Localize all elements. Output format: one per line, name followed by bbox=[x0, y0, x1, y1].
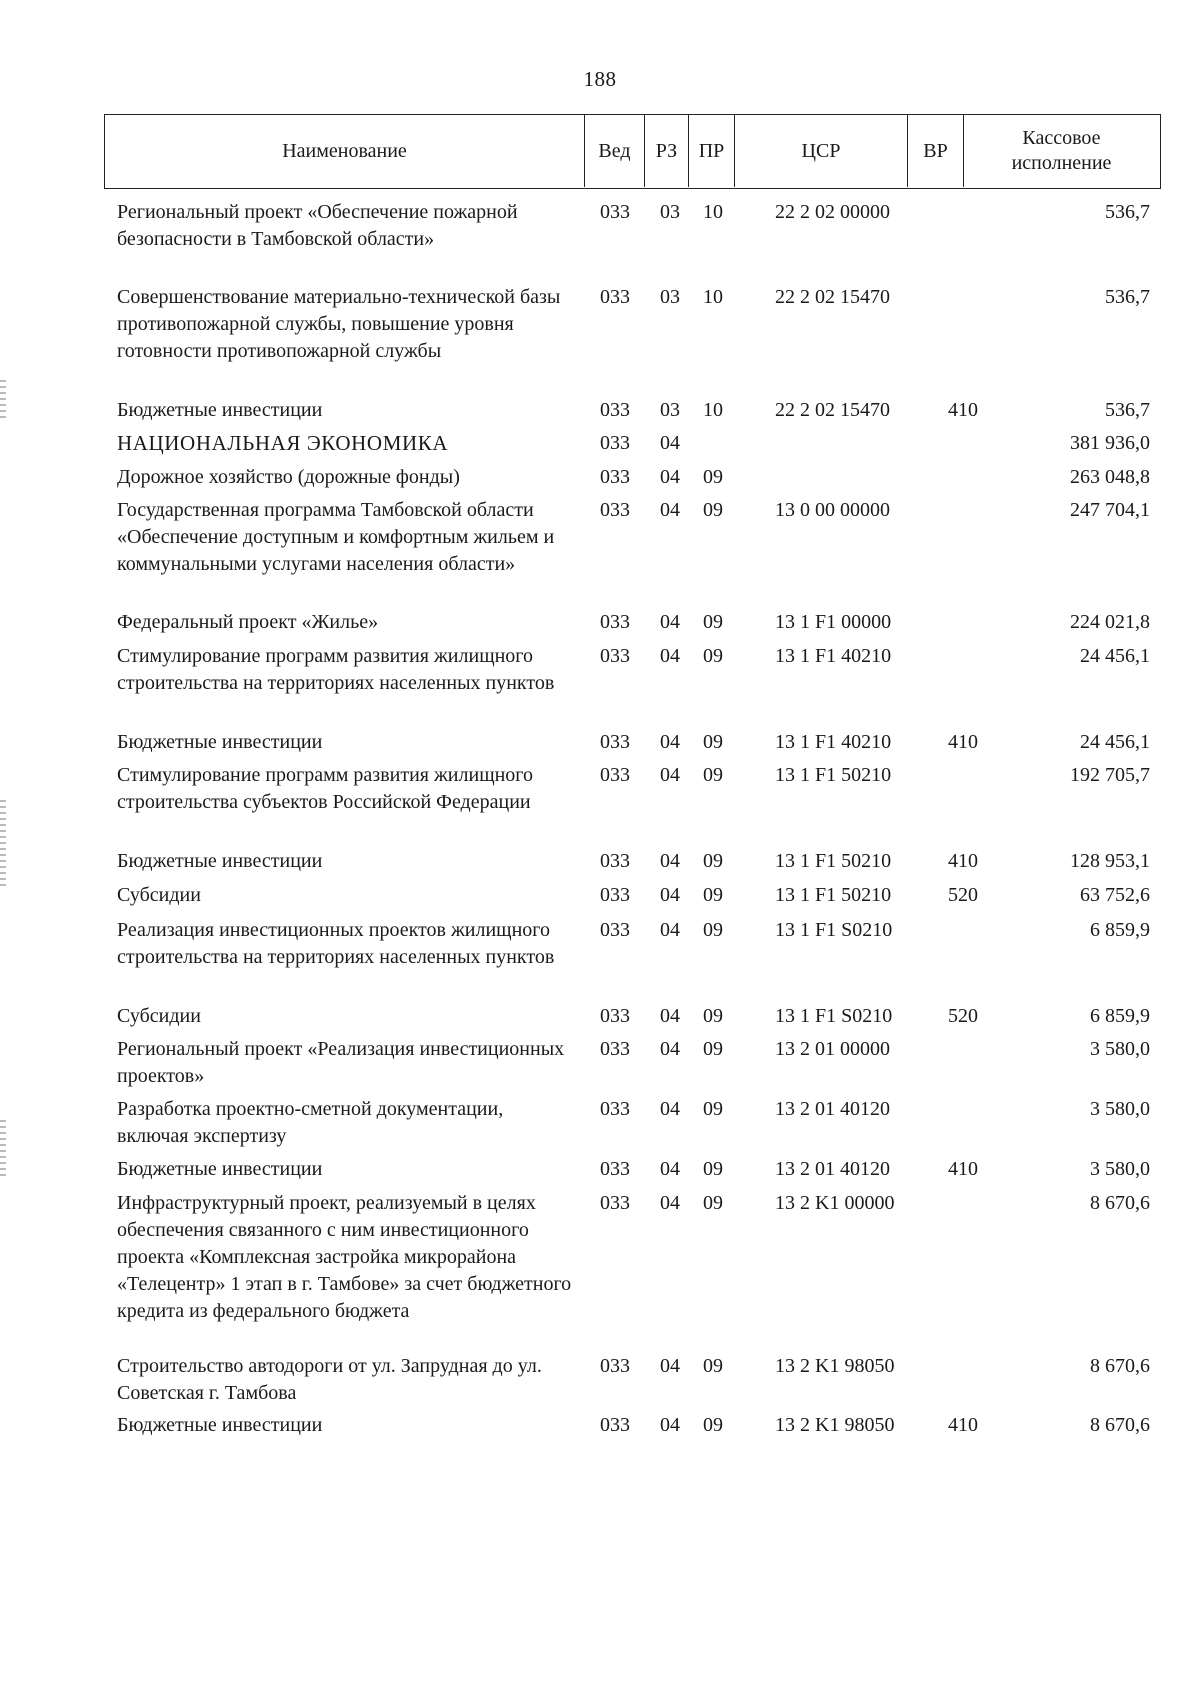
header-vr: ВР bbox=[908, 115, 964, 187]
scan-artifact bbox=[0, 380, 6, 420]
row-rz: 04 bbox=[660, 884, 680, 906]
row-csr: 13 1 F1 40210 bbox=[775, 731, 892, 753]
row-vr: 410 bbox=[948, 731, 978, 753]
row-vr: 520 bbox=[948, 884, 978, 906]
table-header bbox=[104, 114, 1161, 189]
row-name: Бюджетные инвестиции bbox=[117, 731, 323, 753]
row-amount: 24 456,1 bbox=[1080, 645, 1150, 667]
row-name: Дорожное хозяйство (дорожные фонды) bbox=[117, 466, 460, 488]
row-csr: 13 2 01 40120 bbox=[775, 1158, 890, 1180]
row-amount: 24 456,1 bbox=[1080, 731, 1150, 753]
row-pr: 09 bbox=[703, 1355, 723, 1377]
row-rz: 04 bbox=[660, 764, 680, 786]
row-csr: 13 2 K1 98050 bbox=[775, 1355, 895, 1377]
row-rz: 04 bbox=[660, 1192, 680, 1214]
row-csr: 13 2 01 40120 bbox=[775, 1098, 890, 1120]
row-pr: 09 bbox=[703, 1098, 723, 1120]
row-ved: 033 bbox=[600, 1038, 630, 1060]
row-csr: 13 1 F1 50210 bbox=[775, 850, 892, 872]
scan-artifact bbox=[0, 1120, 6, 1180]
row-ved: 033 bbox=[600, 1355, 630, 1377]
row-name: НАЦИОНАЛЬНАЯ ЭКОНОМИКА bbox=[117, 431, 449, 455]
row-ved: 033 bbox=[600, 286, 630, 308]
row-amount: 63 752,6 bbox=[1080, 884, 1150, 906]
row-pr: 09 bbox=[703, 1414, 723, 1436]
row-vr: 520 bbox=[948, 1005, 978, 1027]
row-pr: 09 bbox=[703, 731, 723, 753]
row-amount: 536,7 bbox=[1105, 286, 1150, 308]
row-pr: 09 bbox=[703, 919, 723, 941]
row-rz: 04 bbox=[660, 1355, 680, 1377]
row-pr: 09 bbox=[703, 884, 723, 906]
header-csr: ЦСР bbox=[735, 115, 908, 187]
row-pr: 10 bbox=[703, 201, 723, 223]
row-name: Бюджетные инвестиции bbox=[117, 399, 323, 421]
row-rz: 04 bbox=[660, 466, 680, 488]
row-name: Стимулирование программ развития жилищного строительства на территориях населенных пунктов bbox=[117, 645, 555, 694]
row-pr: 09 bbox=[703, 1038, 723, 1060]
row-name: Государственная программа Тамбовской области «Обеспечение доступным и комфортным жильем и коммунальными услугами населения области» bbox=[117, 499, 555, 575]
row-rz: 04 bbox=[660, 645, 680, 667]
row-rz: 04 bbox=[660, 850, 680, 872]
row-ved: 033 bbox=[600, 850, 630, 872]
row-ved: 033 bbox=[600, 764, 630, 786]
row-name: Региональный проект «Обеспечение пожарной безопасности в Тамбовской области» bbox=[117, 201, 518, 250]
row-pr: 09 bbox=[703, 850, 723, 872]
header-amount: Кассовое исполнение bbox=[1011, 127, 1112, 174]
row-name: Разработка проектно-сметной документации, включая экспертизу bbox=[117, 1098, 504, 1147]
scan-artifact bbox=[0, 800, 6, 890]
row-rz: 04 bbox=[660, 1414, 680, 1436]
row-rz: 04 bbox=[660, 731, 680, 753]
row-vr: 410 bbox=[948, 399, 978, 421]
row-ved: 033 bbox=[600, 399, 630, 421]
row-pr: 09 bbox=[703, 1005, 723, 1027]
row-rz: 04 bbox=[660, 432, 680, 454]
row-vr: 410 bbox=[948, 1414, 978, 1436]
row-pr: 10 bbox=[703, 286, 723, 308]
row-amount: 128 953,1 bbox=[1070, 850, 1150, 872]
row-amount: 263 048,8 bbox=[1070, 466, 1150, 488]
row-rz: 04 bbox=[660, 1038, 680, 1060]
row-pr: 09 bbox=[703, 1158, 723, 1180]
row-name: Федеральный проект «Жилье» bbox=[117, 611, 379, 633]
row-amount: 3 580,0 bbox=[1090, 1038, 1150, 1060]
row-ved: 033 bbox=[600, 919, 630, 941]
row-amount: 8 670,6 bbox=[1090, 1192, 1150, 1214]
row-ved: 033 bbox=[600, 499, 630, 521]
row-ved: 033 bbox=[600, 645, 630, 667]
row-amount: 6 859,9 bbox=[1090, 1005, 1150, 1027]
row-csr: 13 1 F1 00000 bbox=[775, 611, 892, 633]
row-csr: 13 0 00 00000 bbox=[775, 499, 890, 521]
row-ved: 033 bbox=[600, 1192, 630, 1214]
page-number: 188 bbox=[583, 67, 617, 91]
row-csr: 22 2 02 00000 bbox=[775, 201, 890, 223]
row-ved: 033 bbox=[600, 731, 630, 753]
row-rz: 04 bbox=[660, 611, 680, 633]
row-name: Стимулирование программ развития жилищного строительства субъектов Российской Федерации bbox=[117, 764, 533, 813]
header-pr: ПР bbox=[689, 115, 735, 187]
row-name: Субсидии bbox=[117, 884, 201, 906]
row-amount: 3 580,0 bbox=[1090, 1158, 1150, 1180]
row-ved: 033 bbox=[600, 611, 630, 633]
row-rz: 04 bbox=[660, 499, 680, 521]
row-csr: 13 1 F1 50210 bbox=[775, 884, 892, 906]
row-rz: 03 bbox=[660, 286, 680, 308]
row-rz: 03 bbox=[660, 399, 680, 421]
row-ved: 033 bbox=[600, 432, 630, 454]
row-vr: 410 bbox=[948, 850, 978, 872]
row-pr: 09 bbox=[703, 764, 723, 786]
row-ved: 033 bbox=[600, 201, 630, 223]
row-rz: 03 bbox=[660, 201, 680, 223]
row-name: Субсидии bbox=[117, 1005, 201, 1027]
row-csr: 13 1 F1 S0210 bbox=[775, 1005, 893, 1027]
row-ved: 033 bbox=[600, 884, 630, 906]
row-rz: 04 bbox=[660, 1098, 680, 1120]
row-csr: 13 1 F1 S0210 bbox=[775, 919, 893, 941]
row-name: Бюджетные инвестиции bbox=[117, 850, 323, 872]
row-ved: 033 bbox=[600, 1005, 630, 1027]
row-pr: 09 bbox=[703, 645, 723, 667]
row-csr: 22 2 02 15470 bbox=[775, 399, 890, 421]
row-amount: 8 670,6 bbox=[1090, 1355, 1150, 1377]
row-ved: 033 bbox=[600, 466, 630, 488]
header-ved: Вед bbox=[585, 115, 645, 187]
row-name: Бюджетные инвестиции bbox=[117, 1414, 323, 1436]
row-ved: 033 bbox=[600, 1098, 630, 1120]
row-rz: 04 bbox=[660, 1005, 680, 1027]
row-csr: 13 2 K1 98050 bbox=[775, 1414, 895, 1436]
row-amount: 247 704,1 bbox=[1070, 499, 1150, 521]
row-name: Строительство автодороги от ул. Запрудная до ул. Советская г. Тамбова bbox=[117, 1355, 542, 1404]
row-csr: 13 2 K1 00000 bbox=[775, 1192, 895, 1214]
row-rz: 04 bbox=[660, 919, 680, 941]
row-amount: 536,7 bbox=[1105, 399, 1150, 421]
row-vr: 410 bbox=[948, 1158, 978, 1180]
row-amount: 3 580,0 bbox=[1090, 1098, 1150, 1120]
row-amount: 192 705,7 bbox=[1070, 764, 1150, 786]
row-name: Региональный проект «Реализация инвестиционных проектов» bbox=[117, 1038, 565, 1087]
row-name: Инфраструктурный проект, реализуемый в целях обеспечения связанного с ним инвестиционного проекта «Комплексная застройка микрорайона «Телецентр» 1 этап в г. Тамбове» за счет бюджетного кредита из федерального бюджета bbox=[117, 1192, 572, 1322]
row-amount: 6 859,9 bbox=[1090, 919, 1150, 941]
row-pr: 09 bbox=[703, 611, 723, 633]
row-csr: 13 1 F1 40210 bbox=[775, 645, 892, 667]
row-pr: 09 bbox=[703, 466, 723, 488]
row-amount: 8 670,6 bbox=[1090, 1414, 1150, 1436]
row-csr: 22 2 02 15470 bbox=[775, 286, 890, 308]
header-name: Наименование bbox=[105, 115, 585, 187]
row-amount: 536,7 bbox=[1105, 201, 1150, 223]
row-csr: 13 2 01 00000 bbox=[775, 1038, 890, 1060]
row-pr: 10 bbox=[703, 399, 723, 421]
header-rz: РЗ bbox=[645, 115, 689, 187]
row-pr: 09 bbox=[703, 1192, 723, 1214]
row-csr: 13 1 F1 50210 bbox=[775, 764, 892, 786]
row-name: Бюджетные инвестиции bbox=[117, 1158, 323, 1180]
row-name: Реализация инвестиционных проектов жилищного строительства на территориях населенных пунктов bbox=[117, 919, 555, 968]
row-ved: 033 bbox=[600, 1414, 630, 1436]
row-amount: 381 936,0 bbox=[1070, 432, 1150, 454]
row-ved: 033 bbox=[600, 1158, 630, 1180]
row-name: Совершенствование материально-технической базы противопожарной службы, повышение уровня готовности противопожарной службы bbox=[117, 286, 561, 362]
row-pr: 09 bbox=[703, 499, 723, 521]
row-rz: 04 bbox=[660, 1158, 680, 1180]
row-amount: 224 021,8 bbox=[1070, 611, 1150, 633]
